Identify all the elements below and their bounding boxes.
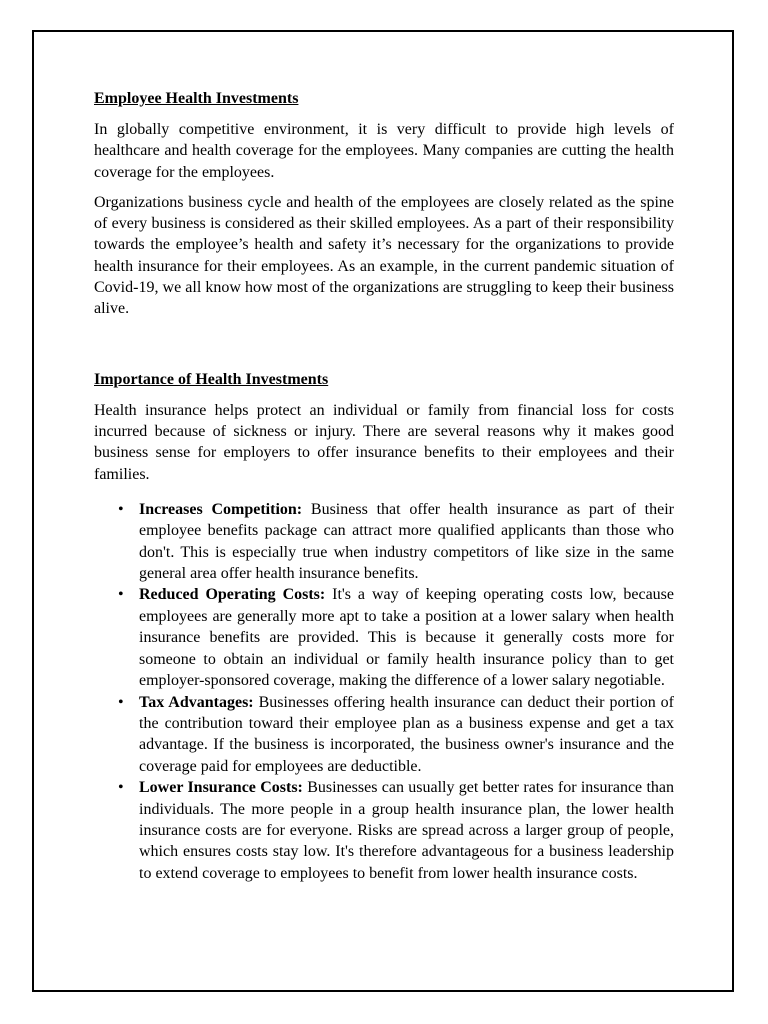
bullet-icon: •: [118, 779, 124, 797]
list-item: [118, 692, 675, 778]
bullet-icon: •: [118, 586, 124, 604]
document-body: [94, 88, 674, 884]
section-heading-employee-health: Employee Health Investments: [94, 90, 299, 107]
paragraph: In globally competitive environment, it is very difficult to provide high levels of healthcare and health coverage for the employees. Many companies are cutting the health coverage for the employees.: [94, 121, 674, 181]
bullet-title: Increases Competition:: [139, 500, 303, 518]
bullet-icon: •: [118, 500, 124, 518]
paragraph: Organizations business cycle and health of the employees are closely related as the spine of every business is considered as their skilled employees. As a part of their responsibility towards the employee’s health and safety it’s necessary for the organizations to provide health insurance for their employees. As an example, in the current pandemic situation of Covid-19, we all know how most of the organizations are struggling to keep their business alive.: [94, 193, 674, 318]
bullet-title: Tax Advantages:: [139, 693, 254, 711]
bullet-icon: •: [118, 693, 124, 711]
bullet-title: Reduced Operating Costs:: [139, 586, 326, 604]
section-heading-importance: Importance of Health Investments: [94, 370, 329, 388]
list-item: [118, 777, 675, 884]
list-item: [118, 499, 674, 585]
benefits-list: [94, 499, 674, 884]
list-item: [118, 584, 675, 691]
bullet-title: Lower Insurance Costs:: [139, 779, 303, 797]
paragraph: Health insurance helps protect an individual or family from financial loss for costs incurred because of sickness or injury. There are several reasons why it makes good business sense for employers to offer insurance benefits to their employees and their families.: [94, 401, 674, 483]
bullet-text: Businesses offering health insurance can deduct their portion of the contribution toward their employee plan as a business expense and get a tax advantage. If the business is incorporated, the business owner's insurance and the coverage paid for employees are deductible.: [139, 693, 675, 775]
bullet-text: Business that offer health insurance as part of their employee benefits package can attract more qualified applicants than those who don't. This is especially true when industry competitors of like size in the same general area offer health insurance benefits.: [139, 500, 674, 583]
bullet-text: Businesses can usually get better rates for insurance than individuals. The more people in a group health insurance plan, the lower health insurance costs are for everyone. Risks are spread across a larger group of people, which ensures costs stay low. It's therefore advantageous for a business leadership to extend coverage to employees to benefit from lower health insurance costs.: [139, 779, 675, 882]
bullet-text: It's a way of keeping operating costs low, because employees are generally more apt to take a position at a lower salary when health insurance benefits are provided. This is because it generally costs more for someone to obtain an individual or family health insurance policy than to get employer-sponsored coverage, making the difference of a lower salary negotiable.: [139, 586, 675, 690]
